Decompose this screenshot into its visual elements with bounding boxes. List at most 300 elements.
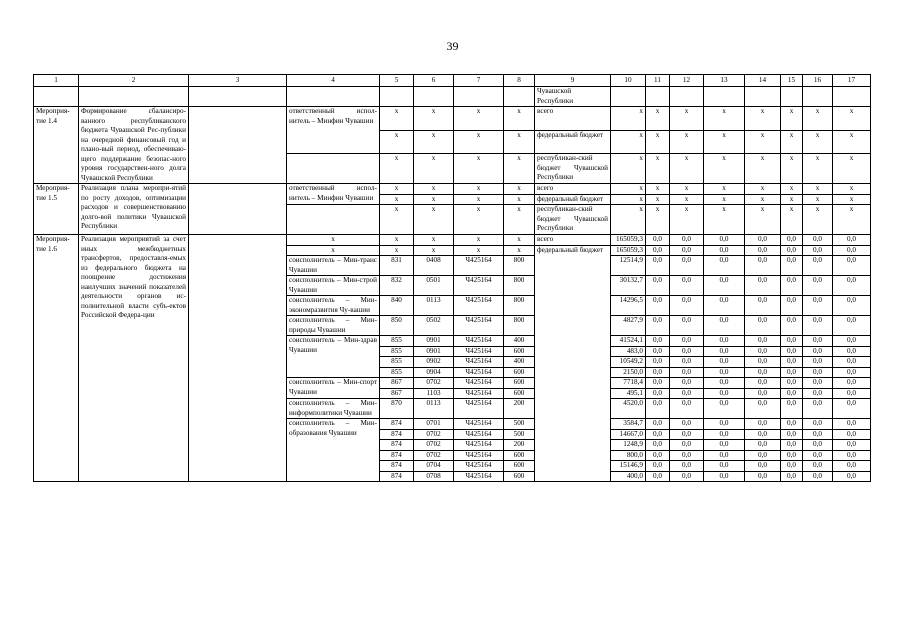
value-cell: 0,0 <box>781 357 803 368</box>
measure-name: Реализация мероприятий за счет иных межбюджетных трансфертов, предоставля-емых из федерального бюджета на поощрение достижения наилучших значений показателей деятельности органов ис-полнительной власти субъ-ектов Российской Федера-ции <box>79 235 189 482</box>
code-cell: x <box>504 107 535 131</box>
code-cell: 400 <box>504 357 535 368</box>
value-cell: 0,0 <box>803 378 833 389</box>
executor-cell: соисполнитель – Мин-образования Чувашии <box>287 419 380 482</box>
value-cell: x <box>704 107 745 131</box>
code-cell: x <box>504 194 535 205</box>
value-cell: x <box>833 194 871 205</box>
value-cell: 0,0 <box>704 245 745 256</box>
code-cell: 0904 <box>414 367 454 378</box>
code-cell: 0701 <box>414 419 454 430</box>
empty-cell <box>833 87 871 107</box>
empty-cell <box>380 87 414 107</box>
code-cell: 874 <box>380 419 414 430</box>
code-cell: 600 <box>504 450 535 461</box>
code-cell: x <box>380 194 414 205</box>
value-cell: 0,0 <box>781 346 803 357</box>
value-cell: 0,0 <box>745 378 781 389</box>
value-cell: 0,0 <box>745 419 781 430</box>
header-cell: 11 <box>646 75 670 87</box>
code-cell: Ч425164 <box>454 429 504 440</box>
value-cell: x <box>803 184 833 195</box>
value-cell: 0,0 <box>803 336 833 347</box>
value-cell: 0,0 <box>803 461 833 472</box>
empty-cell <box>34 87 79 107</box>
value-cell: 0,0 <box>646 429 670 440</box>
value-cell: 0,0 <box>833 440 871 451</box>
value-cell: 0,0 <box>745 256 781 276</box>
code-cell: 200 <box>504 440 535 451</box>
page-number: 39 <box>446 39 459 53</box>
measure-name: Реализация плана меропри-ятий по росту доходов, оптимизации расходов и совершенствованию долго-вой политики Чувашской Республики <box>79 184 189 235</box>
empty-cell <box>504 87 535 107</box>
executor-cell: соисполнитель – Мин-строй Чувашии <box>287 276 380 296</box>
value-cell: x <box>781 194 803 205</box>
value-cell: 0,0 <box>781 256 803 276</box>
value-cell: 0,0 <box>670 316 704 336</box>
code-cell: 855 <box>380 367 414 378</box>
value-cell: x <box>745 184 781 195</box>
value-cell: x <box>611 205 646 235</box>
value-cell: 0,0 <box>704 346 745 357</box>
value-cell: 0,0 <box>704 367 745 378</box>
value-cell: 0,0 <box>704 357 745 368</box>
source-cell: всего <box>535 107 611 131</box>
value-cell: x <box>803 130 833 154</box>
value-cell: x <box>611 194 646 205</box>
code-cell: 840 <box>380 296 414 316</box>
value-cell: 0,0 <box>781 461 803 472</box>
header-cell: 12 <box>670 75 704 87</box>
value-cell: 0,0 <box>803 245 833 256</box>
value-cell: x <box>670 130 704 154</box>
value-cell: 12514,9 <box>611 256 646 276</box>
value-cell: 0,0 <box>646 346 670 357</box>
value-cell: 0,0 <box>704 399 745 419</box>
value-cell: 0,0 <box>745 276 781 296</box>
code-cell: x <box>504 154 535 184</box>
code-cell: 855 <box>380 357 414 368</box>
value-cell: 0,0 <box>803 388 833 399</box>
value-cell: 400,0 <box>611 471 646 482</box>
value-cell: 0,0 <box>833 245 871 256</box>
source-cell: Чувашской Республики <box>535 87 611 107</box>
value-cell: 0,0 <box>745 399 781 419</box>
value-cell: 0,0 <box>803 450 833 461</box>
value-cell: x <box>646 130 670 154</box>
code-cell: x <box>414 245 454 256</box>
value-cell: 0,0 <box>704 429 745 440</box>
value-cell: 483,0 <box>611 346 646 357</box>
value-cell: x <box>781 130 803 154</box>
value-cell: x <box>833 205 871 235</box>
value-cell: 0,0 <box>781 296 803 316</box>
value-cell: 0,0 <box>704 336 745 347</box>
value-cell: 0,0 <box>781 367 803 378</box>
value-cell: 0,0 <box>745 336 781 347</box>
value-cell: 0,0 <box>646 336 670 347</box>
code-cell: x <box>380 130 414 154</box>
value-cell: 0,0 <box>704 296 745 316</box>
value-cell: x <box>704 194 745 205</box>
empty-cell <box>704 87 745 107</box>
value-cell: 0,0 <box>670 388 704 399</box>
header-cell: 10 <box>611 75 646 87</box>
code-cell: 874 <box>380 450 414 461</box>
value-cell: 0,0 <box>670 367 704 378</box>
value-cell: x <box>833 107 871 131</box>
executor-cell: ответственный испол-нитель – Минфин Чувашии <box>287 107 380 154</box>
value-cell: x <box>803 205 833 235</box>
value-cell: 0,0 <box>704 461 745 472</box>
code-cell: 0901 <box>414 336 454 347</box>
code-cell: x <box>454 107 504 131</box>
code-cell: x <box>380 107 414 131</box>
code-cell: x <box>454 235 504 246</box>
code-cell: x <box>454 130 504 154</box>
value-cell: 0,0 <box>646 256 670 276</box>
value-cell: 0,0 <box>745 245 781 256</box>
code-cell: 600 <box>504 471 535 482</box>
value-cell: 0,0 <box>745 357 781 368</box>
value-cell: x <box>803 154 833 184</box>
value-cell: 0,0 <box>745 429 781 440</box>
value-cell: 0,0 <box>781 388 803 399</box>
value-cell: 0,0 <box>745 461 781 472</box>
empty-cell <box>189 235 287 482</box>
code-cell: 0113 <box>414 399 454 419</box>
value-cell: 0,0 <box>646 378 670 389</box>
code-cell: 0702 <box>414 450 454 461</box>
value-cell: 0,0 <box>670 346 704 357</box>
budget-table <box>33 74 871 482</box>
value-cell: 10549,2 <box>611 357 646 368</box>
value-cell: 0,0 <box>833 429 871 440</box>
value-cell: 0,0 <box>745 388 781 399</box>
value-cell: 0,0 <box>803 429 833 440</box>
value-cell: 0,0 <box>646 296 670 316</box>
code-cell: Ч425164 <box>454 419 504 430</box>
value-cell: 0,0 <box>803 471 833 482</box>
value-cell: 0,0 <box>803 316 833 336</box>
value-cell: x <box>611 154 646 184</box>
value-cell: 0,0 <box>803 296 833 316</box>
code-cell: 0113 <box>414 296 454 316</box>
value-cell: 0,0 <box>646 357 670 368</box>
value-cell: 0,0 <box>745 450 781 461</box>
source-cell: всего <box>535 184 611 195</box>
code-cell: 500 <box>504 429 535 440</box>
source-cell: республикан-ский бюджет Чувашской Республики <box>535 154 611 184</box>
code-cell: 832 <box>380 276 414 296</box>
code-cell: 600 <box>504 388 535 399</box>
value-cell: x <box>781 184 803 195</box>
empty-cell <box>79 87 189 107</box>
code-cell: 874 <box>380 471 414 482</box>
value-cell: 0,0 <box>646 440 670 451</box>
empty-cell <box>414 87 454 107</box>
header-cell: 9 <box>535 75 611 87</box>
value-cell: x <box>745 194 781 205</box>
value-cell: x <box>833 130 871 154</box>
value-cell: 0,0 <box>833 399 871 419</box>
value-cell: 0,0 <box>803 419 833 430</box>
value-cell: 0,0 <box>670 461 704 472</box>
value-cell: 0,0 <box>833 378 871 389</box>
code-cell: 0702 <box>414 378 454 389</box>
code-cell: 855 <box>380 346 414 357</box>
value-cell: 0,0 <box>670 440 704 451</box>
executor-cell: ответственный испол-нитель – Минфин Чувашии <box>287 184 380 205</box>
code-cell: 600 <box>504 461 535 472</box>
value-cell: x <box>646 205 670 235</box>
code-cell: 600 <box>504 367 535 378</box>
value-cell: 0,0 <box>745 440 781 451</box>
value-cell: x <box>646 184 670 195</box>
value-cell: 0,0 <box>670 357 704 368</box>
value-cell: 0,0 <box>670 245 704 256</box>
value-cell: 0,0 <box>704 256 745 276</box>
value-cell: 0,0 <box>646 450 670 461</box>
value-cell: 0,0 <box>833 296 871 316</box>
empty-cell <box>670 87 704 107</box>
executor-cell: соисполнитель – Мин-природы Чувашии <box>287 316 380 336</box>
header-cell: 3 <box>189 75 287 87</box>
header-cell: 16 <box>803 75 833 87</box>
value-cell: 0,0 <box>670 276 704 296</box>
code-cell: 0702 <box>414 440 454 451</box>
code-cell: x <box>504 205 535 235</box>
code-cell: 0702 <box>414 429 454 440</box>
source-cell: всего <box>535 235 611 246</box>
value-cell: x <box>781 154 803 184</box>
value-cell: 0,0 <box>704 440 745 451</box>
code-cell: x <box>287 245 380 256</box>
value-cell: 0,0 <box>833 450 871 461</box>
code-cell: Ч425164 <box>454 367 504 378</box>
code-cell: x <box>454 154 504 184</box>
value-cell: x <box>803 107 833 131</box>
value-cell: 0,0 <box>745 235 781 246</box>
table-row <box>34 184 871 195</box>
value-cell: 14667,0 <box>611 429 646 440</box>
value-cell: x <box>646 194 670 205</box>
value-cell: 0,0 <box>781 429 803 440</box>
value-cell: 4827,9 <box>611 316 646 336</box>
value-cell: 0,0 <box>646 419 670 430</box>
code-cell: 870 <box>380 399 414 419</box>
value-cell: 30132,7 <box>611 276 646 296</box>
value-cell: 3584,7 <box>611 419 646 430</box>
executor-cell: соисполнитель – Мин-транс Чувашии <box>287 256 380 276</box>
value-cell: 0,0 <box>704 471 745 482</box>
value-cell: x <box>611 107 646 131</box>
value-cell: 0,0 <box>704 378 745 389</box>
measure-code: Мероприя-тие 1.6 <box>34 235 79 482</box>
value-cell: 0,0 <box>781 450 803 461</box>
value-cell: 2150,0 <box>611 367 646 378</box>
value-cell: 0,0 <box>833 367 871 378</box>
empty-cell <box>189 184 287 235</box>
value-cell: 0,0 <box>803 256 833 276</box>
value-cell: 0,0 <box>670 336 704 347</box>
code-cell: x <box>504 130 535 154</box>
empty-cell <box>287 87 380 107</box>
code-cell: Ч425164 <box>454 316 504 336</box>
value-cell: 0,0 <box>781 440 803 451</box>
value-cell: 0,0 <box>833 346 871 357</box>
value-cell: 0,0 <box>833 336 871 347</box>
value-cell: 0,0 <box>745 296 781 316</box>
code-cell: Ч425164 <box>454 346 504 357</box>
empty-cell <box>745 87 781 107</box>
source-cell: федеральный бюджет <box>535 130 611 154</box>
value-cell: 15146,9 <box>611 461 646 472</box>
value-cell: 0,0 <box>833 419 871 430</box>
code-cell: 874 <box>380 440 414 451</box>
code-cell: 600 <box>504 346 535 357</box>
value-cell: 0,0 <box>745 367 781 378</box>
empty-cell <box>287 205 380 235</box>
executor-cell: соисполнитель – Мин-экономразвития Чу-вашии <box>287 296 380 316</box>
value-cell: x <box>833 154 871 184</box>
value-cell: 0,0 <box>670 235 704 246</box>
value-cell: 0,0 <box>704 419 745 430</box>
value-cell: x <box>745 107 781 131</box>
budget-table-body <box>34 75 871 482</box>
value-cell: 0,0 <box>781 399 803 419</box>
value-cell: x <box>745 205 781 235</box>
value-cell: 0,0 <box>781 471 803 482</box>
value-cell: 0,0 <box>704 235 745 246</box>
value-cell: 0,0 <box>833 256 871 276</box>
executor-cell: соисполнитель – Мин-здрав Чувашии <box>287 336 380 378</box>
value-cell: x <box>704 130 745 154</box>
code-cell: 867 <box>380 378 414 389</box>
code-cell: x <box>504 235 535 246</box>
value-cell: x <box>670 194 704 205</box>
code-cell: x <box>380 205 414 235</box>
code-cell: 800 <box>504 276 535 296</box>
value-cell: 14296,5 <box>611 296 646 316</box>
empty-cell <box>611 87 646 107</box>
code-cell: Ч425164 <box>454 450 504 461</box>
header-cell: 5 <box>380 75 414 87</box>
code-cell: x <box>380 235 414 246</box>
measure-code: Мероприя-тие 1.5 <box>34 184 79 235</box>
code-cell: Ч425164 <box>454 388 504 399</box>
value-cell: x <box>670 154 704 184</box>
value-cell: x <box>670 184 704 195</box>
value-cell: 0,0 <box>803 440 833 451</box>
code-cell: x <box>414 194 454 205</box>
value-cell: 165059,3 <box>611 245 646 256</box>
code-cell: Ч425164 <box>454 296 504 316</box>
code-cell: 500 <box>504 419 535 430</box>
code-cell: x <box>414 235 454 246</box>
value-cell: 0,0 <box>781 316 803 336</box>
code-cell: x <box>414 107 454 131</box>
value-cell: 0,0 <box>670 450 704 461</box>
value-cell: x <box>803 194 833 205</box>
code-cell: x <box>504 245 535 256</box>
value-cell: 0,0 <box>670 378 704 389</box>
header-row <box>34 75 871 87</box>
code-cell: Ч425164 <box>454 471 504 482</box>
code-cell: 800 <box>504 296 535 316</box>
executor-cell: соисполнитель – Мин-информполитики Чувашии <box>287 399 380 419</box>
value-cell: 0,0 <box>833 235 871 246</box>
value-cell: x <box>646 107 670 131</box>
value-cell: 0,0 <box>646 245 670 256</box>
code-cell: Ч425164 <box>454 256 504 276</box>
code-cell: 600 <box>504 378 535 389</box>
value-cell: 0,0 <box>646 388 670 399</box>
empty-cell <box>189 107 287 184</box>
value-cell: 0,0 <box>704 276 745 296</box>
source-cell: федеральный бюджет <box>535 194 611 205</box>
value-cell: 800,0 <box>611 450 646 461</box>
code-cell: Ч425164 <box>454 440 504 451</box>
source-cell: республикан-ский бюджет Чувашской Республики <box>535 205 611 235</box>
code-cell: 0708 <box>414 471 454 482</box>
value-cell: 0,0 <box>704 450 745 461</box>
code-cell: Ч425164 <box>454 378 504 389</box>
empty-cell <box>454 87 504 107</box>
code-cell: x <box>414 184 454 195</box>
value-cell: 0,0 <box>646 316 670 336</box>
code-cell: 0501 <box>414 276 454 296</box>
value-cell: 0,0 <box>646 367 670 378</box>
value-cell: 0,0 <box>803 357 833 368</box>
value-cell: 0,0 <box>803 276 833 296</box>
measure-code: Мероприя-тие 1.4 <box>34 107 79 184</box>
code-cell: x <box>454 245 504 256</box>
value-cell: 0,0 <box>704 388 745 399</box>
value-cell: 0,0 <box>781 235 803 246</box>
value-cell: 0,0 <box>781 276 803 296</box>
value-cell: 0,0 <box>670 419 704 430</box>
value-cell: x <box>670 205 704 235</box>
code-cell: Ч425164 <box>454 357 504 368</box>
executor-cell: соисполнитель – Мин-спорт Чувашии <box>287 378 380 399</box>
value-cell: 0,0 <box>781 245 803 256</box>
value-cell: 0,0 <box>646 276 670 296</box>
empty-cell <box>781 87 803 107</box>
source-cell: федеральный бюджет <box>535 245 611 482</box>
value-cell: 4520,0 <box>611 399 646 419</box>
value-cell: 41524,1 <box>611 336 646 347</box>
value-cell: 0,0 <box>646 471 670 482</box>
value-cell: 495,1 <box>611 388 646 399</box>
value-cell: 0,0 <box>833 461 871 472</box>
empty-cell <box>803 87 833 107</box>
header-cell: 15 <box>781 75 803 87</box>
code-cell: x <box>380 245 414 256</box>
code-cell: 800 <box>504 316 535 336</box>
value-cell: 0,0 <box>646 461 670 472</box>
measure-name: Формирование сбалансиро-ванного республиканского бюджета Чувашской Рес-публики на очередной финансовый год и плано-вый период, обеспечиваю-щего поддержание безопас-ного уровня государствен-ного долга Чувашской Республики <box>79 107 189 184</box>
code-cell: 855 <box>380 336 414 347</box>
value-cell: x <box>833 184 871 195</box>
value-cell: x <box>781 205 803 235</box>
carry-over-row <box>34 87 871 107</box>
value-cell: 0,0 <box>803 346 833 357</box>
value-cell: 1248,9 <box>611 440 646 451</box>
value-cell: 0,0 <box>670 399 704 419</box>
value-cell: 0,0 <box>781 336 803 347</box>
code-cell: 1103 <box>414 388 454 399</box>
